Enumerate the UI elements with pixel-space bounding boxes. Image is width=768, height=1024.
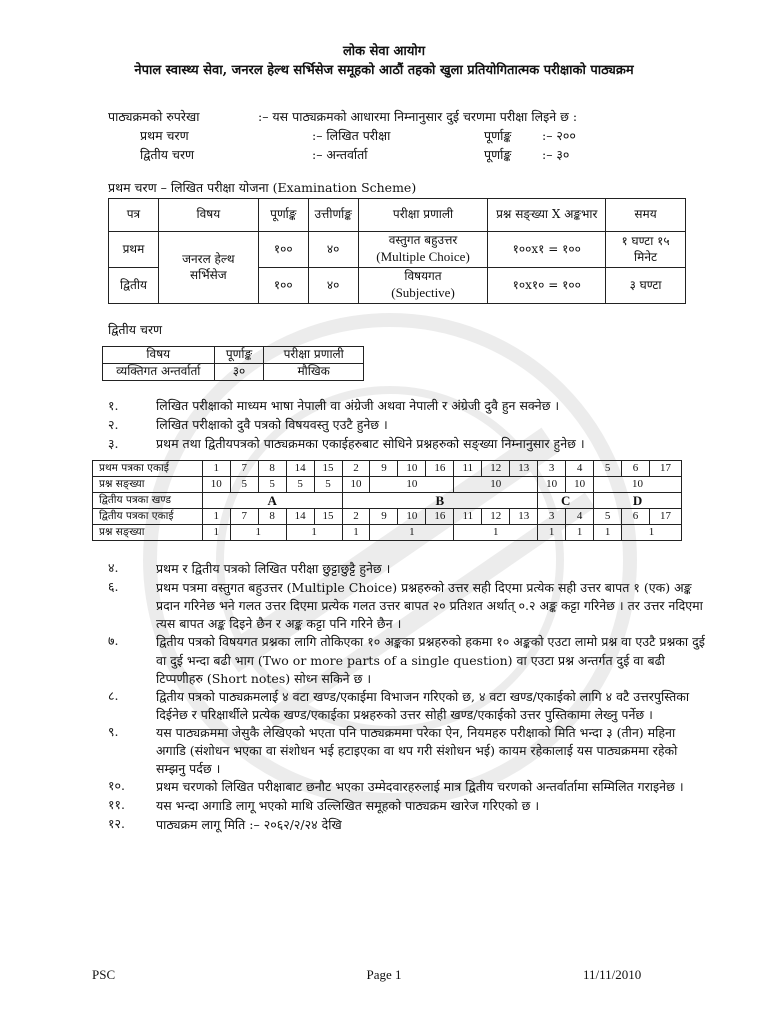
table-cell: 10 xyxy=(202,477,230,493)
units-distribution-table xyxy=(92,460,682,541)
row-label: प्रश्न सङ्ख्या xyxy=(93,477,203,493)
table-cell: 17 xyxy=(649,509,681,525)
header-cell: पत्र xyxy=(109,199,159,232)
table-cell: 14 xyxy=(286,461,314,477)
table-cell: 10 xyxy=(342,477,370,493)
stage-marks-label: पूर्णाङ्क xyxy=(484,147,512,163)
exam-system-en: (Subjective) xyxy=(391,284,455,300)
list-item xyxy=(108,560,708,579)
table-cell: 5 xyxy=(314,477,342,493)
row-label: प्रश्न सङ्ख्या xyxy=(93,525,203,541)
table-cell: 5 xyxy=(258,477,286,493)
table-cell: 5 xyxy=(594,509,622,525)
table-cell: व्यक्तिगत अन्तर्वार्ता xyxy=(103,364,215,381)
pass-marks-cell: ४० xyxy=(308,268,358,304)
table-cell: 1 xyxy=(202,461,230,477)
header-cell: उत्तीर्णाङ्क xyxy=(308,199,358,232)
table-cell: 6 xyxy=(622,509,650,525)
question-weight-cell: १०x१० = १०० xyxy=(488,268,606,304)
section-cell: A xyxy=(202,493,342,509)
note-text: द्वितीय पत्रको पाठ्यक्रमलाई ४ वटा खण्ड/एकाईमा विभाजन गरिएको छ, ४ वटा खण्ड/एकाईको लागि ४ वटै उत्तरपुस्तिका दिईनेछ र परिक्षार्थीले प्रत्येक खण्ड/एकाईका प्रश्नहरुको उत्तर सोही खण्ड/एकाईको उत्तर पुस्तिकामा लेख्नु पर्नेछ । xyxy=(156,688,690,722)
stage-name: द्वितीय चरण xyxy=(140,147,195,163)
document-subtitle: नेपाल स्वास्थ्य सेवा, जनरल हेल्थ सर्भिसेज समूहको आठौं तहको खुला प्रतियोगितात्मक परीक्षाको पाठ्यक्रम xyxy=(134,63,634,78)
list-item xyxy=(108,816,708,835)
exam-system-ne: विषयगत xyxy=(404,269,442,284)
note-text: लिखित परीक्षाको दुवै पत्रको विषयवस्तु एउटै हुनेछ । xyxy=(156,417,388,432)
note-number: १२. xyxy=(108,816,125,832)
subject-cell: जनरल हेल्थ सर्भिसेज xyxy=(158,232,258,304)
header-cell: पूर्णाङ्क xyxy=(258,199,308,232)
note-number: २. xyxy=(108,417,119,432)
note-number: ८. xyxy=(108,687,119,703)
table-cell: 1 xyxy=(566,525,594,541)
header-cell: प्रश्न सङ्ख्या X अङ्कभार xyxy=(488,199,606,232)
footer-date: 11/11/2010 xyxy=(583,967,642,982)
table-cell: 1 xyxy=(202,509,230,525)
table-cell: 16 xyxy=(426,461,454,477)
full-marks-cell: १०० xyxy=(258,268,308,304)
stage2-title: द्वितीय चरण xyxy=(108,322,163,337)
table-row xyxy=(93,509,682,525)
note-text: प्रथम चरणको लिखित परीक्षाबाट छनौट भएका उम्मेदवारहरुलाई मात्र द्वितीय चरणको अन्तर्वार्तामा सम्मिलित गराइनेछ । xyxy=(156,779,684,795)
table-cell: 12 xyxy=(482,509,510,525)
table-cell: 3 xyxy=(538,509,566,525)
page-footer xyxy=(0,967,768,987)
table-cell: 17 xyxy=(649,461,681,477)
exam-system-ne: वस्तुगत बहुउत्तर xyxy=(388,233,458,248)
table-header-row xyxy=(109,199,686,232)
list-item xyxy=(108,724,708,778)
full-marks-cell: १०० xyxy=(258,232,308,268)
interview-table xyxy=(102,346,364,381)
list-item xyxy=(108,797,708,816)
table-cell: 15 xyxy=(314,509,342,525)
section-cell: B xyxy=(342,493,538,509)
table-cell: 13 xyxy=(510,461,538,477)
table-cell: 9 xyxy=(370,509,398,525)
table-cell: 1 xyxy=(454,525,538,541)
header-cell: परीक्षा प्रणाली xyxy=(264,347,364,364)
table-row xyxy=(103,364,364,381)
question-weight-cell: १००x१ = १०० xyxy=(488,232,606,268)
row-label: द्वितीय पत्रका एकाई xyxy=(93,509,203,525)
table-cell: 1 xyxy=(202,525,230,541)
paper-cell: द्वितीय xyxy=(109,268,159,304)
table-cell: 5 xyxy=(594,461,622,477)
exam-system-en: (Multiple Choice) xyxy=(376,248,470,264)
stage-marks: :– ३० xyxy=(542,147,570,163)
stage-type: :– लिखित परीक्षा xyxy=(312,128,391,144)
table-cell: 8 xyxy=(258,509,286,525)
table-cell: 11 xyxy=(454,509,482,525)
header-cell: परीक्षा प्रणाली xyxy=(358,199,488,232)
examination-scheme-table xyxy=(108,198,686,304)
header-cell: विषय xyxy=(158,199,258,232)
note-number: ३. xyxy=(108,436,119,451)
table-row xyxy=(93,477,682,493)
table-cell: ३० xyxy=(214,364,264,381)
table-cell: 1 xyxy=(622,525,682,541)
notes-list-b xyxy=(108,560,708,835)
note-text: पाठ्यक्रम लागू मिति :– २०६२/२/२४ देखि xyxy=(156,817,342,833)
table-cell: 1 xyxy=(286,525,342,541)
table-header-row xyxy=(103,347,364,364)
table-cell: 1 xyxy=(342,525,370,541)
overview-label: पाठ्यक्रमको रुपरेखा xyxy=(108,108,200,124)
table-row xyxy=(93,461,682,477)
list-item xyxy=(108,778,708,797)
table-cell: 13 xyxy=(510,509,538,525)
table-cell: 7 xyxy=(230,461,258,477)
table-cell: 3 xyxy=(538,461,566,477)
table-cell: 10 xyxy=(566,477,594,493)
table-cell: 15 xyxy=(314,461,342,477)
stage-row xyxy=(108,127,708,146)
pass-marks-cell: ४० xyxy=(308,232,358,268)
table-cell: 7 xyxy=(230,509,258,525)
table-cell: 11 xyxy=(454,461,482,477)
table-cell: 2 xyxy=(342,461,370,477)
stage-type: :– अन्तर्वार्ता xyxy=(312,147,368,163)
header-cell: पूर्णाङ्क xyxy=(214,347,264,364)
note-number: ११. xyxy=(108,797,125,813)
table-cell: 1 xyxy=(230,525,286,541)
syllabus-overview xyxy=(108,107,708,165)
table-row xyxy=(93,525,682,541)
time-cell: १ घण्टा १५ मिनेट xyxy=(606,232,686,268)
table-row xyxy=(93,493,682,509)
header-cell: विषय xyxy=(103,347,215,364)
document-title: लोक सेवा आयोग xyxy=(342,44,426,59)
note-text: यस भन्दा अगाडि लागू भएको माथि उल्लिखित समूहको पाठ्यक्रम खारेज गरिएको छ । xyxy=(156,798,540,814)
table-cell: 8 xyxy=(258,461,286,477)
table-cell: 2 xyxy=(342,509,370,525)
overview-text: :– यस पाठ्यक्रमको आधारमा निम्नानुसार दुई चरणमा परीक्षा लिइने छ : xyxy=(258,108,578,124)
note-text: प्रथम पत्रमा वस्तुगत बहुउत्तर (Multiple Choice) प्रश्नहरुको उत्तर सही दिएमा प्रत्येक सही उत्तर बापत १ (एक) अङ्क प्रदान गरिनेछ भने गलत उत्तर दिएमा प्रत्येक गलत उत्तर बापत २० प्रतिशत अर्थात् ०.२ अङ्क कट्टा गरिनेछ । तर उत्तर नदिएमा त्यस बापत अङ्क दिइने छैन र अङ्क कट्टा पनि गरिने छैन । xyxy=(156,580,703,632)
header-cell: समय xyxy=(606,199,686,232)
note-text: द्वितीय पत्रको विषयगत प्रश्नका लागि तोकिएका १० अङ्कका प्रश्नहरुको हकमा १० अङ्कको एउटा लामो प्रश्न वा एउटै प्रश्नका दुई वा दुई भन्दा बढी भाग (Two or more parts of a single question) वा एउटा प्रश्न अन्तर्गत दुई वा बढी टिप्पणीहरु (Short notes) सोध्न सकिने छ । xyxy=(156,634,705,686)
table-cell: 6 xyxy=(622,461,650,477)
note-number: १. xyxy=(108,398,119,413)
table-cell: 9 xyxy=(370,461,398,477)
list-item xyxy=(108,436,708,455)
section-cell: D xyxy=(594,493,682,509)
time-cell: ३ घण्टा xyxy=(606,268,686,304)
row-label: द्वितीय पत्रका खण्ड xyxy=(93,493,203,509)
stage-row xyxy=(108,146,708,165)
note-text: यस पाठ्यक्रममा जेसुकै लेखिएको भएता पनि पाठ्यक्रममा परेका ऐन, नियमहरु परीक्षाको मिति भन्दा ३ (तीन) महिना अगाडि (संशोधन भएका वा संशोधन भई हटाइएका वा थप गरी संशोधन भई) कायम रहेकालाई यस पाठ्यक्रममा रहेको सम्झनु पर्दछ । xyxy=(156,725,678,777)
table-cell: 10 xyxy=(370,477,454,493)
notes-list-a xyxy=(108,398,708,455)
table-cell: 10 xyxy=(594,477,682,493)
list-item xyxy=(108,633,708,687)
table-row xyxy=(109,232,686,268)
list-item xyxy=(108,688,708,724)
section-cell: C xyxy=(538,493,594,509)
note-text: प्रथम तथा द्वितीयपत्रको पाठ्यक्रमका एकाईहरुबाट सोधिने प्रश्नहरुको सङ्ख्या निम्नानुसार हुनेछ । xyxy=(156,436,585,451)
scheme-title: प्रथम चरण – लिखित परीक्षा योजना (Examination Scheme) xyxy=(108,180,417,195)
table-cell: 10 xyxy=(398,461,426,477)
table-cell: 10 xyxy=(398,509,426,525)
note-number: ४. xyxy=(108,560,119,575)
list-item xyxy=(108,579,708,633)
list-item xyxy=(108,398,708,417)
footer-org: PSC xyxy=(92,967,116,982)
note-number: १०. xyxy=(108,778,125,794)
note-number: ६. xyxy=(108,579,119,594)
table-cell: 10 xyxy=(538,477,566,493)
note-number: ९. xyxy=(108,724,119,739)
table-cell: 4 xyxy=(566,509,594,525)
note-text: लिखित परीक्षाको माध्यम भाषा नेपाली वा अंग्रेजी अथवा नेपाली र अंग्रेजी दुवै हुन सक्नेछ । xyxy=(156,398,560,413)
note-text: प्रथम र द्वितीय पत्रको लिखित परीक्षा छुट्टाछुट्टै हुनेछ । xyxy=(156,561,391,576)
table-cell: 10 xyxy=(454,477,538,493)
table-cell: 4 xyxy=(566,461,594,477)
table-cell: मौखिक xyxy=(264,364,364,381)
list-item xyxy=(108,417,708,436)
table-cell: 16 xyxy=(426,509,454,525)
exam-system-cell xyxy=(358,232,488,268)
table-cell: 1 xyxy=(594,525,622,541)
table-cell: 5 xyxy=(286,477,314,493)
exam-system-cell xyxy=(358,268,488,304)
note-number: ७. xyxy=(108,633,119,649)
stage-marks: :– २०० xyxy=(542,128,576,144)
table-cell: 5 xyxy=(230,477,258,493)
footer-page-number: Page 1 xyxy=(366,967,402,982)
table-cell: 14 xyxy=(286,509,314,525)
table-cell: 1 xyxy=(538,525,566,541)
row-label: प्रथम पत्रका एकाई xyxy=(93,461,203,477)
table-cell: 12 xyxy=(482,461,510,477)
stage-name: प्रथम चरण xyxy=(140,128,189,144)
stage-marks-label: पूर्णाङ्क xyxy=(484,128,512,144)
table-cell: 1 xyxy=(370,525,454,541)
paper-cell: प्रथम xyxy=(109,232,159,268)
